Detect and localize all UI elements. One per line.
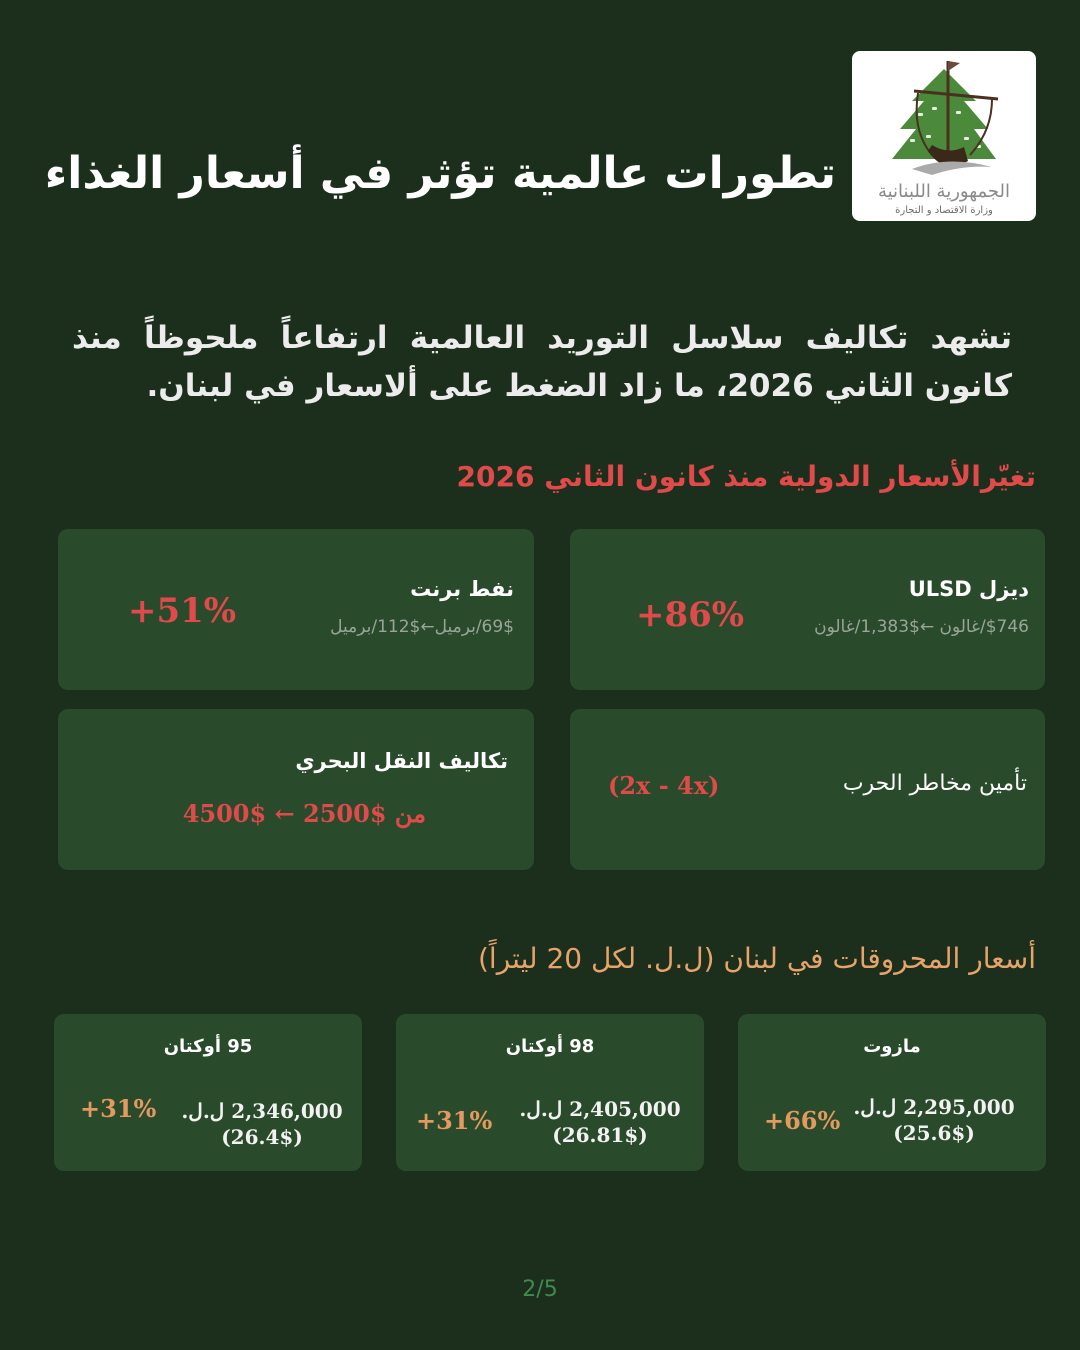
- fuel-card-mazout: [738, 1014, 1046, 1171]
- fuel-change: +66%: [764, 1106, 841, 1135]
- fuel-price: [510, 1096, 690, 1148]
- fuel-name: 98 أوكتان: [505, 1036, 595, 1057]
- card-price-range: 69$/برميل←$112/برميل: [330, 617, 514, 637]
- svg-text:الجمهورية اللبنانية: الجمهورية اللبنانية: [877, 181, 1011, 202]
- fuel-price-usd: (26.81$): [552, 1123, 648, 1147]
- card-diesel-ulsd: [570, 529, 1045, 690]
- intro-paragraph: تشهد تكاليف سلاسل التوريد العالمية ارتفاعاً ملحوظاً منذ كانون الثاني 2026، ما زاد الضغط على ألاسعار في لبنان.: [72, 320, 1012, 404]
- fuel-price-lbp: 2,346,000 ل.ل.: [181, 1099, 343, 1123]
- page-indicator: 2/5: [522, 1277, 558, 1302]
- page-title: تطورات عالمية تؤثر في أسعار الغذاء: [44, 148, 836, 199]
- card-label: تأمين مخاطر الحرب: [842, 771, 1027, 796]
- ministry-logo: [852, 51, 1036, 221]
- fuel-name: 95 أوكتان: [163, 1036, 253, 1057]
- fuel-name: مازوت: [863, 1036, 921, 1057]
- fuel-prices-heading: أسعار المحروقات في لبنان (ل.ل. لكل 20 ليتراً): [477, 942, 1036, 975]
- fuel-price: [172, 1098, 352, 1150]
- card-change: (2x - 4x): [608, 771, 720, 800]
- card-label: تكاليف النقل البحري: [295, 749, 508, 773]
- fuel-change: +31%: [80, 1094, 157, 1123]
- svg-text:وزارة الاقتصاد و التجارة: وزارة الاقتصاد و التجارة: [895, 205, 993, 216]
- fuel-price-usd: (25.6$): [893, 1121, 975, 1145]
- fuel-card-95-octane: [54, 1014, 362, 1171]
- fuel-price-lbp: 2,405,000 ل.ل.: [519, 1097, 681, 1121]
- fuel-card-98-octane: [396, 1014, 704, 1171]
- fuel-price: [844, 1094, 1024, 1146]
- card-brent-oil: [58, 529, 534, 690]
- card-change: +51%: [128, 591, 237, 631]
- card-shipping-costs: [58, 709, 534, 870]
- cedar-ship-icon: [852, 51, 1036, 221]
- card-price-range: $746/غالون ←$1,383/غالون: [814, 617, 1029, 637]
- fuel-price-usd: (26.4$): [221, 1125, 303, 1149]
- fuel-price-lbp: 2,295,000 ل.ل.: [853, 1095, 1015, 1119]
- card-label: ديزل ULSD: [908, 577, 1029, 601]
- card-label: نفط برنت: [410, 577, 514, 601]
- card-change: من $2500 ← $4500: [182, 799, 426, 828]
- card-war-risk-insurance: [570, 709, 1045, 870]
- international-prices-heading: تغيّرالأسعار الدولية منذ كانون الثاني 2026: [456, 460, 1036, 493]
- card-change: +86%: [636, 595, 745, 635]
- fuel-change: +31%: [416, 1106, 493, 1135]
